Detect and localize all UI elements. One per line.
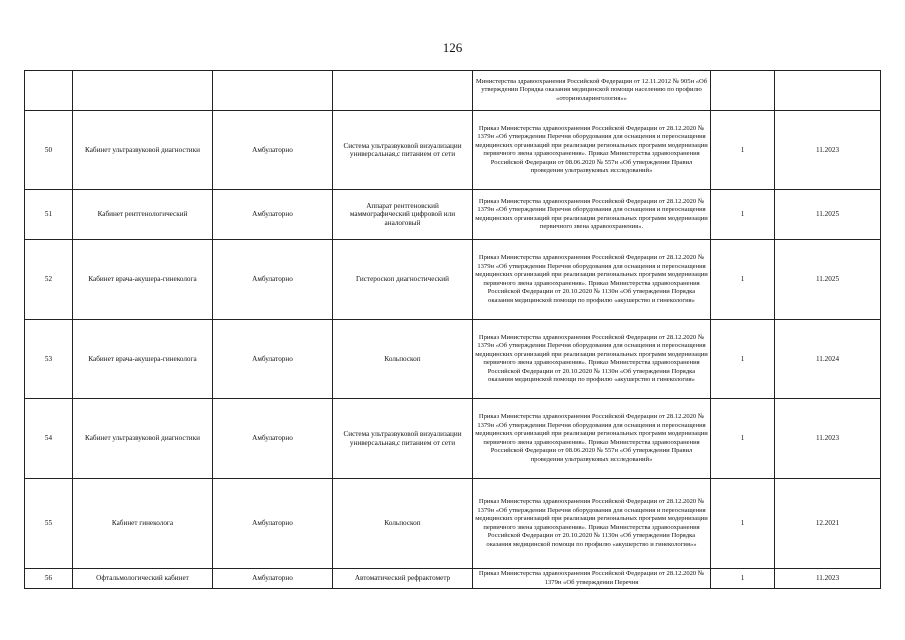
quantity: 1	[711, 240, 775, 320]
care-condition: Амбулаторно	[213, 320, 333, 399]
row-number: 52	[25, 240, 73, 320]
equipment-name: Автоматический рефрактометр	[333, 569, 473, 589]
quantity: 1	[711, 190, 775, 240]
due-date: 12.2021	[775, 479, 881, 569]
equipment-name: Система ультразвуковой визуализации универсальная,с питанием от сети	[333, 399, 473, 479]
cabinet-name: Кабинет ультразвуковой диагностики	[73, 111, 213, 190]
legal-basis: Приказ Министерства здравоохранения Российской Федерации от 28.12.2020 № 1379н «Об утверждении Перечня оборудования для оснащения и переоснащения медицинских организаций при реализации региональных программ модернизации первичного звена здравоохранения». Приказ Министерства здравоохранения Российской Федерации от 08.06.2020 № 557н «Об утверждении Правил проведения ультразвуковых исследований»	[473, 399, 711, 479]
legal-basis: Приказ Министерства здравоохранения Российской Федерации от 28.12.2020 № 1379н «Об утверждении Перечня оборудования для оснащения и переоснащения медицинских организаций при реализации региональных программ модернизации первичного звена здравоохранения». Приказ Министерства здравоохранения Российской Федерации от 08.06.2020 № 557н «Об утверждении Правил проведения ультразвуковых исследований»	[473, 111, 711, 190]
equipment-name: Кольпоскоп	[333, 320, 473, 399]
quantity: 1	[711, 111, 775, 190]
equipment-name: Система ультразвуковой визуализации универсальная,с питанием от сети	[333, 111, 473, 190]
row-number: 54	[25, 399, 73, 479]
care-condition: Амбулаторно	[213, 240, 333, 320]
row-number	[25, 71, 73, 111]
table-row	[25, 111, 881, 190]
quantity: 1	[711, 569, 775, 589]
page-number: 126	[442, 40, 463, 55]
row-number: 53	[25, 320, 73, 399]
care-condition	[213, 71, 333, 111]
care-condition: Амбулаторно	[213, 569, 333, 589]
legal-basis: Приказ Министерства здравоохранения Российской Федерации от 28.12.2020 № 1379н «Об утверждении Перечня оборудования для оснащения и переоснащения медицинских организаций при реализации региональных программ модернизации первичного звена здравоохранения». Приказ Министерства здравоохранения Российской Федерации от 20.10.2020 № 1130н «Об утверждении Порядка оказания медицинской помощи по профилю «акушерство и гинекология»	[473, 240, 711, 320]
equipment-name: Гистероскоп диагностический	[333, 240, 473, 320]
legal-basis: Приказ Министерства здравоохранения Российской Федерации от 28.12.2020 № 1379н «Об утверждении Перечня оборудования для оснащения и переоснащения медицинских организаций при реализации региональных программ модернизации первичного звена здравоохранения». Приказ Министерства здравоохранения Российской Федерации от 20.10.2020 № 1130н «Об утверждении Порядка оказания медицинской помощи по профилю «акушерство и гинекология»	[473, 320, 711, 399]
cabinet-name	[73, 71, 213, 111]
care-condition: Амбулаторно	[213, 479, 333, 569]
care-condition: Амбулаторно	[213, 190, 333, 240]
table-row	[25, 240, 881, 320]
row-number: 56	[25, 569, 73, 589]
care-condition: Амбулаторно	[213, 399, 333, 479]
due-date: 11.2023	[775, 399, 881, 479]
legal-basis: Приказ Министерства здравоохранения Российской Федерации от 28.12.2020 № 1379н «Об утверждении Перечня оборудования для оснащения и переоснащения медицинских организаций при реализации региональных программ модернизации первичного звена здравоохранения».	[473, 190, 711, 240]
due-date: 11.2024	[775, 320, 881, 399]
row-number: 51	[25, 190, 73, 240]
table-row	[25, 479, 881, 569]
quantity: 1	[711, 479, 775, 569]
cabinet-name: Кабинет врача-акушера-гинеколога	[73, 320, 213, 399]
cabinet-name: Кабинет гинеколога	[73, 479, 213, 569]
quantity	[711, 71, 775, 111]
cabinet-name: Офтальмологический кабинет	[73, 569, 213, 589]
legal-basis: Приказ Министерства здравоохранения Российской Федерации от 28.12.2020 № 1379н «Об утверждении Перечня оборудования для оснащения и переоснащения медицинских организаций при реализации региональных программ модернизации первичного звена здравоохранения». Приказ Министерства здравоохранения Российской Федерации от 20.10.2020 № 1130н «Об утверждении Порядка оказания медицинской помощи по профилю «акушерство и гинекология»»	[473, 479, 711, 569]
cabinet-name: Кабинет врача-акушера-гинеколога	[73, 240, 213, 320]
due-date: 11.2025	[775, 190, 881, 240]
equipment-name: Аппарат рентгеновский маммографический цифровой или аналоговый	[333, 190, 473, 240]
table-row	[25, 569, 881, 589]
due-date: 11.2025	[775, 240, 881, 320]
legal-basis: Приказ Министерства здравоохранения Российской Федерации от 28.12.2020 № 1379н «Об утверждении Перечня	[473, 569, 711, 589]
equipment-name: Кольпоскоп	[333, 479, 473, 569]
cabinet-name: Кабинет ультразвуковой диагностики	[73, 399, 213, 479]
table-row	[25, 71, 881, 111]
quantity: 1	[711, 320, 775, 399]
equipment-name	[333, 71, 473, 111]
row-number: 55	[25, 479, 73, 569]
cabinet-name: Кабинет рентгенологический	[73, 190, 213, 240]
row-number: 50	[25, 111, 73, 190]
due-date: 11.2023	[775, 569, 881, 589]
table-row	[25, 320, 881, 399]
due-date: 11.2023	[775, 111, 881, 190]
care-condition: Амбулаторно	[213, 111, 333, 190]
quantity: 1	[711, 399, 775, 479]
equipment-table	[24, 70, 881, 589]
due-date	[775, 71, 881, 111]
legal-basis: Министерства здравоохранения Российской Федерации от 12.11.2012 № 905н «Об утверждении Порядка оказания медицинской помощи населению по профилю «оториноларингология»»	[473, 71, 711, 111]
table-row	[25, 399, 881, 479]
table-row	[25, 190, 881, 240]
